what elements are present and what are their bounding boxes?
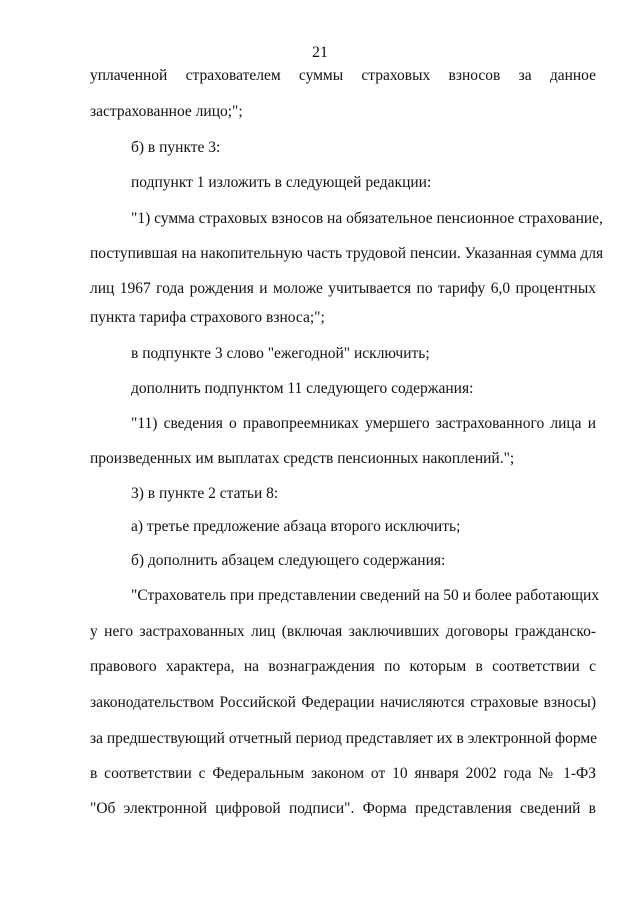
text-line: у него застрахованных лиц (включая заключивших договоры гражданско- [90,623,596,640]
text-line: "11) сведения о правопреемниках умершего застрахованного лица и [131,415,596,432]
text-line: в подпункте 3 слово "ежегодной" исключить; [131,345,430,362]
text-line: дополнить подпунктом 11 следующего содержания: [131,380,474,397]
text-line: "Об электронной цифровой подписи". Форма представления сведений в [90,800,596,817]
text-line: в соответствии с Федеральным законом от 10 января 2002 года № 1-ФЗ [90,765,596,782]
text-line: застрахованное лицо;"; [90,103,243,120]
text-line: подпункт 1 изложить в следующей редакции: [131,174,432,191]
text-line: произведенных им выплатах средств пенсионных накоплений."; [90,450,515,467]
text-line: а) третье предложение абзаца второго исключить; [131,518,461,535]
text-line: за предшествующий отчетный период представляет их в электронной форме [90,730,598,747]
text-line: лиц 1967 года рождения и моложе учитывается по тарифу 6,0 процентных [90,280,596,297]
text-line: поступившая на накопительную часть трудовой пенсии. Указанная сумма для [90,245,604,262]
text-line: б) дополнить абзацем следующего содержания: [131,552,446,569]
text-line: правового характера, на вознаграждения по которым в соответствии с [90,658,596,675]
text-line: пункта тарифа страхового взноса;"; [90,309,325,326]
page-number: 21 [312,44,328,61]
text-line: законодательством Российской Федерации начисляются страховые взносы) [90,694,596,711]
text-line: 3) в пункте 2 статьи 8: [131,485,279,502]
text-line: "Страхователь при представлении сведений на 50 и более работающих [131,587,600,604]
text-line: уплаченной страхователем суммы страховых взносов за данное [90,67,596,84]
text-line: б) в пункте 3: [131,139,221,156]
text-line: "1) сумма страховых взносов на обязательное пенсионное страхование, [131,210,603,227]
